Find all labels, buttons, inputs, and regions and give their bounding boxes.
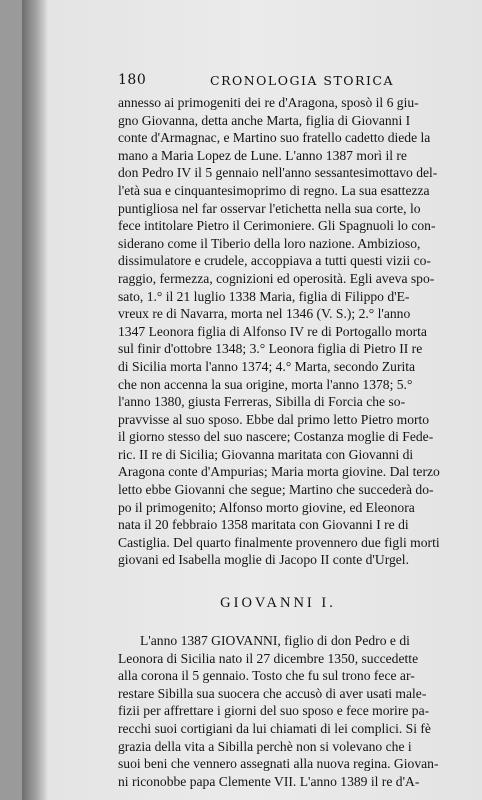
text-line: di Sicilia morta l'anno 1374; 4.° Marta, secondo Zurita (118, 358, 416, 374)
text-line: alla corona il 5 gennaio. Tosto che fu sul trono fece ar- (118, 668, 415, 684)
text-line: grazia della vita a Sibilla perchè non si volevano che i (118, 738, 412, 754)
page-number: 180 (118, 72, 147, 88)
text-line: gno Giovanna, detta anche Marta, figlia di Giovanni I (118, 112, 411, 128)
text-line: suoi beni che vennero assegnati alla nuova regina. Giovan- (118, 756, 439, 772)
text-line: ric. II re di Sicilia; Giovanna maritata con Giovanni di (118, 446, 414, 462)
book-page (22, 0, 482, 800)
text-line: l'anno 1380, giusta Ferreras, Sibilla di Forcia che so- (118, 394, 406, 410)
text-line: sul finir d'ottobre 1348; 3.° Leonora figlia di Pietro II re (118, 341, 423, 357)
running-title: CRONOLOGIA STORICA (210, 73, 394, 88)
text-line: don Pedro IV il 5 gennaio nell'anno sessantesimottavo del- (118, 165, 438, 181)
paragraph-2 (118, 632, 468, 790)
text-line: po il primogenito; Alfonso morto giovine, ed Eleonora (118, 499, 415, 515)
text-line: ni riconobbe papa Clemente VII. L'anno 1389 il re d'A- (118, 773, 420, 789)
text-line: dissimulatore e crudele, accoppiava a tutti questi vizii co- (118, 253, 431, 269)
text-line: conte d'Armagnac, e Martino suo fratello cadetto diede la (118, 130, 431, 146)
text-line: puntigliosa nel far osservar l'etichetta nella sua corte, lo (118, 200, 421, 216)
text-line: sato, 1.° il 21 luglio 1338 Maria, figlia di Filippo d'E- (118, 288, 410, 304)
paragraph-1 (118, 94, 468, 569)
text-line: Castiglia. Del quarto finalmente provennero due figli morti (118, 534, 440, 550)
text-line: il giorno stesso del suo nascere; Costanza moglie di Fede- (118, 429, 434, 445)
text-line: pravvisse al suo sposo. Ebbe dal primo letto Pietro morto (118, 411, 430, 427)
text-line: restare Sibilla sua suocera che accusò di aver usati male- (118, 685, 427, 701)
text-line: raggio, fermezza, cognizioni ed operosità. Egli aveva spo- (118, 270, 435, 286)
text-line: che non accenna la sua origine, morta l'anno 1378; 5.° (118, 376, 413, 392)
text-line: mano a Maria Lopez de Lune. L'anno 1387 morì il re (118, 147, 407, 163)
page-gutter-shadow (22, 0, 48, 800)
text-line: nata il 20 febbraio 1358 maritata con Giovanni I re di (118, 517, 409, 533)
text-line: Aragona conte d'Ampurias; Maria morta giovine. Dal terzo (118, 464, 440, 480)
text-line: siderano come il Tiberio della loro nazione. Ambizioso, (118, 235, 421, 251)
page-header (118, 72, 468, 90)
text-line: recchi suoi cortigiani da lui chiamati di lei complici. Si fè (118, 721, 431, 736)
text-line: giovani ed Isabella moglie di Jacopo II conte d'Urgel. (118, 552, 409, 568)
text-line: fizii per affrettare i giorni del suo sposo e fece morire pa- (118, 703, 430, 719)
text-line: 1347 Leonora figlia di Alfonso IV re di Portogallo morta (118, 323, 427, 339)
text-line: L'anno 1387 GIOVANNI, figlio di don Pedro e di (140, 633, 410, 649)
text-line: annesso ai primogeniti dei re d'Aragona, sposò il 6 giu- (118, 95, 419, 110)
text-line: l'età sua e cinquantesimoprimo di regno. La sua esattezza (118, 182, 430, 198)
text-line: letto ebbe Giovanni che segue; Martino che succederà do- (118, 482, 434, 498)
text-line: vreux re di Navarra, morta nel 1346 (V. S.); 2.° l'anno (118, 306, 411, 322)
section-heading: GIOVANNI I. (220, 595, 336, 612)
text-line: Leonora di Sicilia nato il 27 dicembre 1350, succedette (118, 650, 419, 666)
page-content (118, 72, 468, 790)
text-line: fece intitolare Pietro il Cerimoniere. Gli Spagnuoli lo con- (118, 218, 436, 234)
